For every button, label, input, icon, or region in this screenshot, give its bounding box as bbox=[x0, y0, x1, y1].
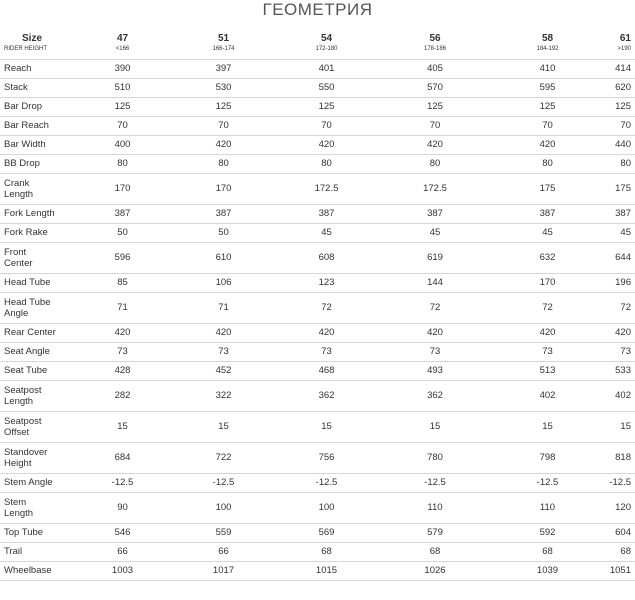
size-column-header bbox=[371, 29, 499, 59]
table-row bbox=[0, 523, 635, 542]
cell-value: 100 bbox=[282, 492, 371, 523]
cell-value: 579 bbox=[371, 523, 499, 542]
table-row bbox=[0, 380, 635, 411]
rider-height-header-label: RIDER HEIGHT bbox=[4, 46, 48, 52]
cell-value: 170 bbox=[165, 173, 282, 204]
cell-value: 80 bbox=[282, 154, 371, 173]
table-row bbox=[0, 135, 635, 154]
table-row bbox=[0, 361, 635, 380]
table-row bbox=[0, 59, 635, 78]
cell-value: 595 bbox=[499, 78, 596, 97]
table-header-row bbox=[0, 29, 635, 59]
cell-value: 420 bbox=[282, 135, 371, 154]
row-label: Seat Angle bbox=[0, 342, 80, 361]
row-label: Top Tube bbox=[0, 523, 80, 542]
cell-value: 50 bbox=[165, 223, 282, 242]
cell-value: 1003 bbox=[80, 561, 165, 580]
row-label: Front Center bbox=[0, 242, 80, 273]
cell-value: 15 bbox=[80, 411, 165, 442]
cell-value: 780 bbox=[371, 442, 499, 473]
table-row bbox=[0, 492, 635, 523]
table-row bbox=[0, 116, 635, 135]
cell-value: 362 bbox=[371, 380, 499, 411]
row-label: Wheelbase bbox=[0, 561, 80, 580]
cell-value: -12.5 bbox=[499, 473, 596, 492]
row-label: Fork Rake bbox=[0, 223, 80, 242]
rider-height-value: <166 bbox=[115, 46, 130, 52]
size-value: 51 bbox=[217, 33, 230, 44]
cell-value: 644 bbox=[596, 242, 635, 273]
size-value: 58 bbox=[541, 33, 554, 44]
cell-value: 510 bbox=[80, 78, 165, 97]
cell-value: 756 bbox=[282, 442, 371, 473]
geometry-table-body bbox=[0, 59, 635, 580]
cell-value: 282 bbox=[80, 380, 165, 411]
row-label: Bar Reach bbox=[0, 116, 80, 135]
table-row bbox=[0, 323, 635, 342]
table-row bbox=[0, 97, 635, 116]
row-label: Trail bbox=[0, 542, 80, 561]
cell-value: 410 bbox=[499, 59, 596, 78]
cell-value: 322 bbox=[165, 380, 282, 411]
cell-value: 15 bbox=[371, 411, 499, 442]
cell-value: -12.5 bbox=[282, 473, 371, 492]
cell-value: 596 bbox=[80, 242, 165, 273]
cell-value: 420 bbox=[165, 323, 282, 342]
row-label: Stack bbox=[0, 78, 80, 97]
table-row bbox=[0, 78, 635, 97]
cell-value: 66 bbox=[165, 542, 282, 561]
table-row bbox=[0, 223, 635, 242]
cell-value: 1015 bbox=[282, 561, 371, 580]
cell-value: 170 bbox=[80, 173, 165, 204]
cell-value: 80 bbox=[80, 154, 165, 173]
cell-value: -12.5 bbox=[371, 473, 499, 492]
cell-value: 387 bbox=[165, 204, 282, 223]
cell-value: 1017 bbox=[165, 561, 282, 580]
row-label: BB Drop bbox=[0, 154, 80, 173]
cell-value: 123 bbox=[282, 273, 371, 292]
cell-value: 362 bbox=[282, 380, 371, 411]
cell-value: 68 bbox=[371, 542, 499, 561]
row-label: Bar Width bbox=[0, 135, 80, 154]
cell-value: 619 bbox=[371, 242, 499, 273]
cell-value: 570 bbox=[371, 78, 499, 97]
cell-value: 405 bbox=[371, 59, 499, 78]
cell-value: 428 bbox=[80, 361, 165, 380]
cell-value: -12.5 bbox=[165, 473, 282, 492]
row-label: Stem Angle bbox=[0, 473, 80, 492]
cell-value: 387 bbox=[371, 204, 499, 223]
cell-value: 722 bbox=[165, 442, 282, 473]
cell-value: 390 bbox=[80, 59, 165, 78]
row-label: Standover Height bbox=[0, 442, 80, 473]
cell-value: -12.5 bbox=[80, 473, 165, 492]
cell-value: 50 bbox=[80, 223, 165, 242]
table-row bbox=[0, 473, 635, 492]
cell-value: 106 bbox=[165, 273, 282, 292]
table-row bbox=[0, 173, 635, 204]
row-label: Fork Length bbox=[0, 204, 80, 223]
rider-height-value: >190 bbox=[617, 46, 631, 52]
table-row bbox=[0, 411, 635, 442]
cell-value: 402 bbox=[596, 380, 635, 411]
cell-value: 73 bbox=[499, 342, 596, 361]
cell-value: 493 bbox=[371, 361, 499, 380]
cell-value: 420 bbox=[165, 135, 282, 154]
cell-value: 66 bbox=[80, 542, 165, 561]
size-column-header bbox=[80, 29, 165, 59]
row-label: Seat Tube bbox=[0, 361, 80, 380]
cell-value: 125 bbox=[165, 97, 282, 116]
cell-value: 196 bbox=[596, 273, 635, 292]
table-row bbox=[0, 292, 635, 323]
cell-value: 798 bbox=[499, 442, 596, 473]
table-row bbox=[0, 273, 635, 292]
geometry-table bbox=[0, 29, 635, 581]
cell-value: 73 bbox=[596, 342, 635, 361]
size-column-header bbox=[596, 29, 635, 59]
table-row bbox=[0, 204, 635, 223]
cell-value: 80 bbox=[499, 154, 596, 173]
cell-value: 144 bbox=[371, 273, 499, 292]
size-value: 61 bbox=[619, 33, 631, 44]
cell-value: 420 bbox=[371, 135, 499, 154]
cell-value: 387 bbox=[499, 204, 596, 223]
cell-value: 559 bbox=[165, 523, 282, 542]
cell-value: 420 bbox=[499, 323, 596, 342]
cell-value: 175 bbox=[499, 173, 596, 204]
cell-value: 70 bbox=[596, 116, 635, 135]
cell-value: 70 bbox=[165, 116, 282, 135]
cell-value: 387 bbox=[80, 204, 165, 223]
cell-value: 402 bbox=[499, 380, 596, 411]
cell-value: 1039 bbox=[499, 561, 596, 580]
cell-value: 401 bbox=[282, 59, 371, 78]
size-header-cell bbox=[0, 29, 80, 59]
cell-value: 80 bbox=[371, 154, 499, 173]
cell-value: 45 bbox=[596, 223, 635, 242]
cell-value: 80 bbox=[165, 154, 282, 173]
cell-value: 70 bbox=[499, 116, 596, 135]
cell-value: 170 bbox=[499, 273, 596, 292]
cell-value: 604 bbox=[596, 523, 635, 542]
cell-value: 15 bbox=[499, 411, 596, 442]
cell-value: 70 bbox=[80, 116, 165, 135]
cell-value: 45 bbox=[499, 223, 596, 242]
rider-height-value: 166-174 bbox=[212, 46, 235, 52]
cell-value: 452 bbox=[165, 361, 282, 380]
cell-value: 546 bbox=[80, 523, 165, 542]
cell-value: 818 bbox=[596, 442, 635, 473]
cell-value: 530 bbox=[165, 78, 282, 97]
row-label: Crank Length bbox=[0, 173, 80, 204]
cell-value: 110 bbox=[371, 492, 499, 523]
cell-value: 533 bbox=[596, 361, 635, 380]
cell-value: 120 bbox=[596, 492, 635, 523]
size-value: 47 bbox=[116, 33, 129, 44]
cell-value: 513 bbox=[499, 361, 596, 380]
size-column-header bbox=[499, 29, 596, 59]
row-label: Seatpost Offset bbox=[0, 411, 80, 442]
cell-value: 15 bbox=[165, 411, 282, 442]
cell-value: 68 bbox=[282, 542, 371, 561]
cell-value: 73 bbox=[282, 342, 371, 361]
cell-value: 90 bbox=[80, 492, 165, 523]
page-title: ГЕОМЕТРИЯ bbox=[262, 0, 373, 19]
cell-value: 71 bbox=[165, 292, 282, 323]
cell-value: 592 bbox=[499, 523, 596, 542]
cell-value: 15 bbox=[282, 411, 371, 442]
cell-value: 72 bbox=[596, 292, 635, 323]
row-label: Reach bbox=[0, 59, 80, 78]
cell-value: 125 bbox=[282, 97, 371, 116]
cell-value: 71 bbox=[80, 292, 165, 323]
row-label: Head Tube bbox=[0, 273, 80, 292]
table-row bbox=[0, 561, 635, 580]
cell-value: 420 bbox=[371, 323, 499, 342]
cell-value: 125 bbox=[596, 97, 635, 116]
table-row bbox=[0, 242, 635, 273]
cell-value: 125 bbox=[499, 97, 596, 116]
cell-value: 1026 bbox=[371, 561, 499, 580]
cell-value: 550 bbox=[282, 78, 371, 97]
cell-value: 72 bbox=[499, 292, 596, 323]
cell-value: 68 bbox=[596, 542, 635, 561]
cell-value: 632 bbox=[499, 242, 596, 273]
size-column-header bbox=[165, 29, 282, 59]
cell-value: 72 bbox=[282, 292, 371, 323]
cell-value: 420 bbox=[596, 323, 635, 342]
cell-value: 72 bbox=[371, 292, 499, 323]
cell-value: 85 bbox=[80, 273, 165, 292]
cell-value: 468 bbox=[282, 361, 371, 380]
row-label: Bar Drop bbox=[0, 97, 80, 116]
cell-value: 70 bbox=[371, 116, 499, 135]
cell-value: 172.5 bbox=[282, 173, 371, 204]
cell-value: 387 bbox=[282, 204, 371, 223]
table-row bbox=[0, 154, 635, 173]
table-row bbox=[0, 342, 635, 361]
cell-value: 608 bbox=[282, 242, 371, 273]
cell-value: 569 bbox=[282, 523, 371, 542]
cell-value: 110 bbox=[499, 492, 596, 523]
cell-value: 420 bbox=[499, 135, 596, 154]
cell-value: 610 bbox=[165, 242, 282, 273]
cell-value: 125 bbox=[371, 97, 499, 116]
cell-value: 397 bbox=[165, 59, 282, 78]
table-row bbox=[0, 542, 635, 561]
cell-value: 440 bbox=[596, 135, 635, 154]
cell-value: 175 bbox=[596, 173, 635, 204]
cell-value: 70 bbox=[282, 116, 371, 135]
size-column-header bbox=[282, 29, 371, 59]
cell-value: 73 bbox=[165, 342, 282, 361]
size-value: 54 bbox=[320, 33, 333, 44]
cell-value: -12.5 bbox=[596, 473, 635, 492]
row-label: Stem Length bbox=[0, 492, 80, 523]
cell-value: 620 bbox=[596, 78, 635, 97]
cell-value: 45 bbox=[371, 223, 499, 242]
rider-height-value: 172-180 bbox=[315, 46, 338, 52]
cell-value: 1051 bbox=[596, 561, 635, 580]
cell-value: 68 bbox=[499, 542, 596, 561]
row-label: Head Tube Angle bbox=[0, 292, 80, 323]
row-label: Rear Center bbox=[0, 323, 80, 342]
cell-value: 73 bbox=[80, 342, 165, 361]
cell-value: 420 bbox=[282, 323, 371, 342]
cell-value: 100 bbox=[165, 492, 282, 523]
cell-value: 400 bbox=[80, 135, 165, 154]
cell-value: 125 bbox=[80, 97, 165, 116]
cell-value: 15 bbox=[596, 411, 635, 442]
cell-value: 387 bbox=[596, 204, 635, 223]
rider-height-value: 184-192 bbox=[536, 46, 559, 52]
cell-value: 80 bbox=[596, 154, 635, 173]
cell-value: 420 bbox=[80, 323, 165, 342]
cell-value: 45 bbox=[282, 223, 371, 242]
row-label: Seatpost Length bbox=[0, 380, 80, 411]
size-header-label: Size bbox=[22, 33, 43, 44]
size-value: 56 bbox=[429, 33, 441, 44]
cell-value: 684 bbox=[80, 442, 165, 473]
rider-height-value: 178-186 bbox=[423, 46, 447, 52]
cell-value: 414 bbox=[596, 59, 635, 78]
cell-value: 172.5 bbox=[371, 173, 499, 204]
table-row bbox=[0, 442, 635, 473]
cell-value: 73 bbox=[371, 342, 499, 361]
